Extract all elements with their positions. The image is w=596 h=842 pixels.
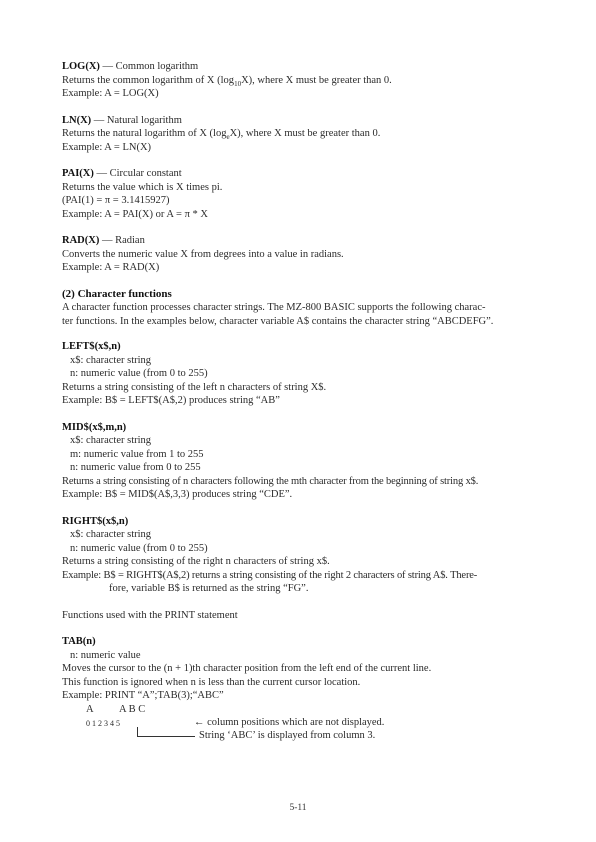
ln-heading xyxy=(62,114,542,128)
mid-arg-n: n: numeric value from 0 to 255 xyxy=(70,462,201,473)
right-example-line-1: Example: B$ = RIGHT$(A$,2) returns a string consisting of the right 2 characters of string A$. There- xyxy=(62,569,478,581)
ln-desc-b: X), where X must be greater than 0. xyxy=(229,128,381,139)
ln-desc-a: Returns the natural logarithm of X (log xyxy=(62,128,227,139)
character-functions-intro-1: A character function processes character strings. The MZ-800 BASIC supports the following charac- xyxy=(62,302,486,313)
tab-output-a: A xyxy=(86,703,94,715)
ln-desc: — Natural logarithm xyxy=(91,114,182,126)
ln-term: LN(X) xyxy=(62,114,92,126)
log-desc-a: Returns the common logarithm of X (log xyxy=(62,74,235,86)
mid-description: Returns a string consisting of n characters following the mth character from the beginning of string x$. xyxy=(62,475,479,487)
tab-description: Moves the cursor to the (n + 1)th character position from the left end of the current line. xyxy=(62,663,432,674)
mid-arg-m: m: numeric value from 1 to 255 xyxy=(70,448,204,460)
rad-term: RAD(X) xyxy=(62,235,100,246)
character-functions-intro-2: ter functions. In the examples below, character variable A$ contains the character string “ABCDEFG”. xyxy=(62,315,494,327)
ln-description xyxy=(62,127,542,141)
mid-example: Example: B$ = MID$(A$,3,3) produces string “CDE”. xyxy=(62,489,293,500)
ln-example: Example: A = LN(X) xyxy=(62,141,152,153)
rad-description: Converts the numeric value X from degrees into a value in radians. xyxy=(62,248,344,260)
log-subscript: 10 xyxy=(234,79,242,88)
tab-string-note: String ‘ABC’ is displayed from column 3. xyxy=(199,729,376,741)
tab-term: TAB(n) xyxy=(62,636,96,647)
mid-arg-x: x$: character string xyxy=(70,435,152,446)
right-arg-x: x$: character string xyxy=(70,529,152,540)
left-arg-x: x$: character string xyxy=(70,354,152,366)
pai-value: (PAI(1) = π = 3.1415927) xyxy=(62,195,170,206)
log-example: Example: A = LOG(X) xyxy=(62,88,159,99)
log-description xyxy=(62,74,542,88)
character-functions-heading: (2) Character functions xyxy=(62,287,172,300)
document-page xyxy=(62,60,542,747)
left-description: Returns a string consisting of the left n characters of string X$. xyxy=(62,381,327,393)
right-example-line-2: fore, variable B$ is returned as the string “FG”. xyxy=(109,583,309,594)
rad-desc: — Radian xyxy=(99,235,145,246)
mid-term: MID$(x$,m,n) xyxy=(62,421,127,433)
ln-subscript: e xyxy=(226,133,230,142)
tab-note: This function is ignored when n is less than the current cursor location. xyxy=(62,676,361,688)
tab-example: Example: PRINT “A”;TAB(3);“ABC” xyxy=(62,690,224,701)
log-desc: — Common logarithm xyxy=(99,61,199,72)
left-arg-n: n: numeric value (from 0 to 255) xyxy=(70,368,208,379)
pai-heading xyxy=(62,167,542,181)
left-term: LEFT$(x$,n) xyxy=(62,341,121,352)
tab-arg-n: n: numeric value xyxy=(70,649,141,661)
tab-output-diagram xyxy=(62,703,542,747)
page-number: 5-11 xyxy=(289,803,307,813)
right-term: RIGHT$(x$,n) xyxy=(62,515,129,527)
pai-description: Returns the value which is X times pi. xyxy=(62,181,223,193)
tab-output-abc: A B C xyxy=(119,703,146,715)
log-desc-b: X), where X must be greater than 0. xyxy=(241,74,392,86)
print-functions-note: Functions used with the PRINT statement xyxy=(62,609,238,621)
rad-example: Example: A = RAD(X) xyxy=(62,262,160,273)
right-arg-n: n: numeric value (from 0 to 255) xyxy=(70,542,208,554)
tab-column-arrow-note: ← column positions which are not displayed. xyxy=(194,716,385,728)
left-example: Example: B$ = LEFT$(A$,2) produces string “AB” xyxy=(62,395,280,406)
log-heading xyxy=(62,60,542,74)
pai-example: Example: A = PAI(X) or A = π * X xyxy=(62,208,208,220)
pai-term: PAI(X) xyxy=(62,168,94,179)
rad-heading xyxy=(62,234,542,248)
right-description: Returns a string consisting of the right n characters of string x$. xyxy=(62,556,330,567)
tab-column-numbers: 0 1 2 3 4 5 xyxy=(86,718,120,728)
pai-desc: — Circular constant xyxy=(93,168,182,179)
log-term: LOG(X) xyxy=(62,61,100,72)
